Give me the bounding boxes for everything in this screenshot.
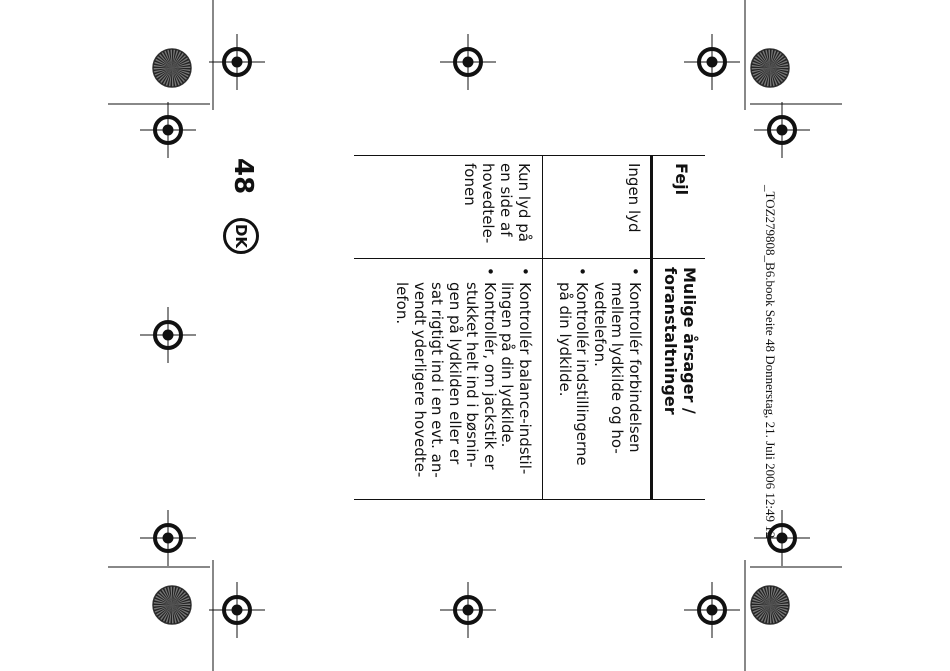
list-item-line: gen på lydkilden eller er bbox=[446, 282, 464, 465]
row-2-fejl-line: en side af bbox=[497, 163, 515, 237]
list-item-line: lefon. bbox=[393, 282, 412, 325]
starburst-target bbox=[751, 49, 789, 87]
starburst-target bbox=[751, 586, 789, 624]
row-2-fejl-line: fonen bbox=[461, 163, 479, 206]
table-header-rule bbox=[650, 155, 653, 500]
column-header-fejl: Fejl bbox=[672, 163, 691, 196]
list-item bbox=[591, 267, 644, 492]
row-1-causes-list bbox=[556, 267, 644, 492]
column-header-causes-line-2: foranstaltninger bbox=[661, 267, 680, 415]
list-item-line: på din lydkilde. bbox=[556, 282, 574, 397]
row-2-fejl-line: hovedtele- bbox=[479, 163, 497, 244]
list-item bbox=[393, 267, 498, 492]
list-item-line: vendt yderligere hovedte- bbox=[411, 282, 429, 478]
page-number: 48 bbox=[228, 158, 258, 195]
table-column-divider bbox=[354, 258, 705, 259]
list-item-line: vedtelefon. bbox=[591, 282, 609, 367]
language-badge bbox=[223, 218, 259, 254]
row-1-fejl-line: Ingen lyd bbox=[625, 163, 643, 233]
running-header: _TOZ279808_B6.book Seite 48 Donnerstag, 21. Juli 2006 12:49 12 bbox=[763, 185, 778, 539]
list-item bbox=[498, 267, 533, 492]
row-1-fejl bbox=[625, 163, 643, 233]
list-item-line: • Kontrollér forbindelsen bbox=[626, 282, 644, 453]
list-item-line: • Kontrollér, om jackstik er bbox=[481, 282, 499, 470]
list-item-line: lingen på din lydkilde. bbox=[498, 282, 517, 448]
starburst-target bbox=[153, 586, 191, 624]
list-item-line: stukket helt ind i bøsnin- bbox=[463, 282, 482, 468]
language-badge-label: DK bbox=[231, 223, 250, 249]
row-2-fejl-line: Kun lyd på bbox=[515, 163, 533, 242]
column-header-causes bbox=[661, 267, 699, 415]
row-2-causes-list bbox=[393, 267, 533, 492]
row-2-fejl bbox=[461, 163, 533, 243]
troubleshooting-table bbox=[354, 155, 705, 500]
table-row-divider bbox=[542, 155, 543, 500]
list-item-line: • Kontrollér balance-indstil- bbox=[516, 282, 534, 475]
list-item bbox=[556, 267, 591, 492]
list-item-line: • Kontrollér indstillingerne bbox=[573, 282, 592, 466]
list-item-line: sat rigtigt ind i en evt. an- bbox=[428, 282, 447, 478]
list-item-line: mellem lydkilde og ho- bbox=[608, 282, 627, 454]
starburst-target bbox=[153, 49, 191, 87]
column-header-causes-line-1: Mulige årsager / bbox=[680, 267, 699, 414]
